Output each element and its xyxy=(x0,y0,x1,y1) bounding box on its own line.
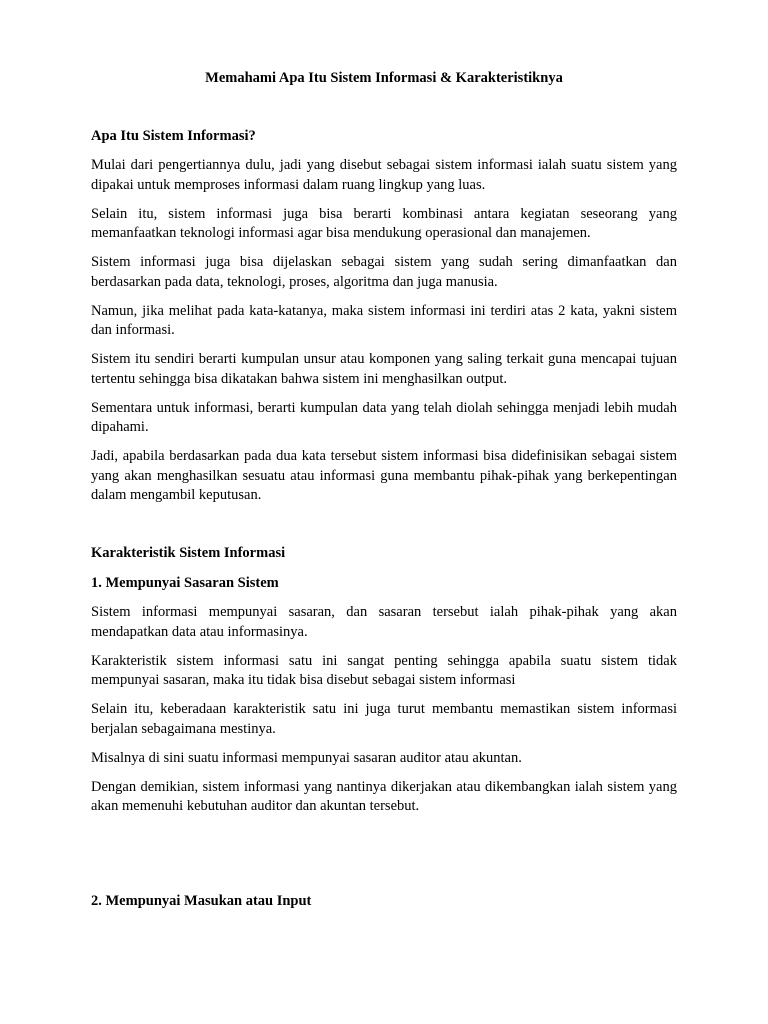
paragraph: Sistem informasi juga bisa dijelaskan sebagai sistem yang sudah sering dimanfaatkan dan berdasarkan pada data, teknologi, proses, algoritma dan juga manusia. xyxy=(91,254,677,290)
paragraph: Dengan demikian, sistem informasi yang nantinya dikerjakan atau dikembangkan ialah sistem yang akan memenuhi kebutuhan auditor dan akuntan tersebut. xyxy=(91,778,677,814)
subsection-heading-sasaran: 1. Mempunyai Sasaran Sistem xyxy=(91,575,279,591)
paragraph: Karakteristik sistem informasi satu ini sangat penting sehingga apabila suatu sistem tidak mempunyai sasaran, maka itu tidak bisa disebut sebagai sistem informasi xyxy=(91,652,677,688)
document-title: Memahami Apa Itu Sistem Informasi & Karakteristiknya xyxy=(205,70,563,86)
document-page xyxy=(91,68,677,921)
paragraph: Sistem informasi mempunyai sasaran, dan sasaran tersebut ialah pihak-pihak yang akan mendapatkan data atau informasinya. xyxy=(91,604,677,640)
section-heading-apa-itu: Apa Itu Sistem Informasi? xyxy=(91,128,256,144)
paragraph: Sementara untuk informasi, berarti kumpulan data yang telah diolah sehingga menjadi lebih mudah dipahami. xyxy=(91,399,677,435)
section-heading-karakteristik: Karakteristik Sistem Informasi xyxy=(91,545,286,561)
section-spacer xyxy=(91,515,677,543)
paragraph: Misalnya di sini suatu informasi mempunyai sasaran auditor atau akuntan. xyxy=(91,749,522,766)
paragraph: Selain itu, sistem informasi juga bisa berarti kombinasi antara kegiatan seseorang yang memanfaatkan teknologi informasi agar bisa mendukung operasional dan manajemen. xyxy=(91,205,677,241)
paragraph: Namun, jika melihat pada kata-katanya, maka sistem informasi ini terdiri atas 2 kata, yakni sistem dan informasi. xyxy=(91,302,677,338)
section-spacer xyxy=(91,826,677,891)
paragraph: Mulai dari pengertiannya dulu, jadi yang disebut sebagai sistem informasi ialah suatu sistem yang dipakai untuk memproses informasi dalam ruang lingkup yang luas. xyxy=(91,157,677,193)
paragraph: Jadi, apabila berdasarkan pada dua kata tersebut sistem informasi bisa didefinisikan sebagai sistem yang akan menghasilkan sesuatu atau informasi guna membantu pihak-pihak yang berkepentingan dalam mengambil keputusan. xyxy=(91,448,677,503)
paragraph: Selain itu, keberadaan karakteristik satu ini juga turut membantu memastikan sistem informasi berjalan sebagaimana mestinya. xyxy=(91,701,677,737)
subsection-heading-masukan: 2. Mempunyai Masukan atau Input xyxy=(91,893,312,909)
paragraph: Sistem itu sendiri berarti kumpulan unsur atau komponen yang saling terkait guna mencapai tujuan tertentu sehingga bisa dikatakan bahwa sistem ini menghasilkan output. xyxy=(91,351,677,387)
